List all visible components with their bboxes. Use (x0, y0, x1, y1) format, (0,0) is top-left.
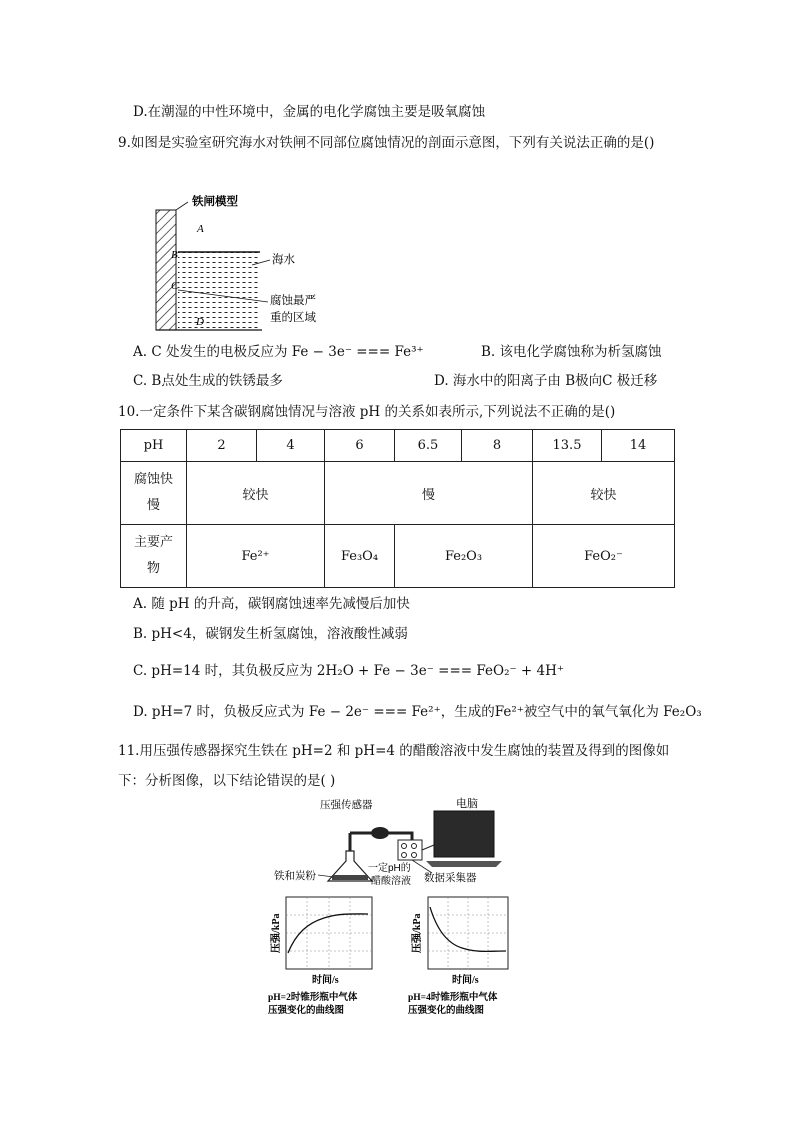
product-header-line-2: 物 (146, 561, 160, 576)
computer-label: 电脑 (456, 798, 478, 810)
seawater-region (178, 252, 260, 330)
right-caption-1: pH=4时锥形瓶中气体 (408, 993, 498, 1003)
q9-option-c: C. B点处生成的铁锈最多 (133, 373, 283, 389)
speed-cell: 慢 (325, 462, 533, 525)
computer-monitor (434, 811, 494, 857)
speed-cell: 较快 (187, 462, 325, 525)
q10-option-a: A. 随 pH 的升高，碳钢腐蚀速率先减慢后加快 (133, 596, 410, 612)
q9-stem: 9.如图是实验室研究海水对铁闸不同部位腐蚀情况的剖面示意图，下列有关说法正确的是() (118, 135, 655, 151)
product-cell: Fe²⁺ (187, 525, 325, 588)
left-xlabel: 时间/s (312, 975, 339, 986)
left-caption-1: pH=2时锥形瓶中气体 (268, 993, 358, 1003)
left-ylabel: 压强/kPa (271, 913, 282, 953)
q11-stem-line-2: 下：分析图像，以下结论错误的是( ) (118, 773, 336, 789)
speed-header-line-2: 慢 (146, 498, 160, 513)
q11-apparatus-figure (262, 795, 532, 1025)
q10-option-d: D. pH=7 时，负极反应式为 Fe − 2e⁻ === Fe²⁺，生成的Fe²⁺被空气中的氧气氧化为 Fe₂O₃ (133, 704, 702, 720)
point-d: D (196, 316, 204, 328)
point-c: C (171, 280, 179, 292)
gate-model (156, 210, 176, 330)
ph-header: pH (121, 430, 187, 462)
zone-label-2: 重的区域 (270, 312, 316, 324)
product-cell: Fe₂O₃ (395, 525, 533, 588)
q9-option-b: B. 该电化学腐蚀称为析氢腐蚀 (481, 344, 662, 360)
seawater-label: 海水 (272, 254, 295, 266)
q10-stem: 10.一定条件下某含碳钢腐蚀情况与溶液 pH 的关系如表所示,下列说法不正确的是() (118, 404, 616, 420)
ph-cell: 6 (325, 430, 395, 462)
point-a: A (197, 223, 204, 235)
q9-option-a: A. C 处发生的电极反应为 Fe − 3e⁻ === Fe³⁺ (133, 344, 424, 360)
model-label: 铁闸模型 (192, 196, 238, 208)
point-b: B (171, 249, 178, 261)
q10-corrosion-table (120, 429, 675, 588)
right-caption-2: 压强变化的曲线图 (408, 1006, 485, 1016)
ph-cell: 14 (602, 430, 675, 462)
q10-option-b: B. pH<4，碳钢发生析氢腐蚀，溶液酸性减弱 (133, 626, 408, 642)
ph-cell: 13.5 (533, 430, 602, 462)
q10-option-c: C. pH=14 时，其负极反应为 2H₂O + Fe − 3e⁻ === FeO₂⁻ + 4H⁺ (133, 663, 564, 679)
zone-label-1: 腐蚀最严 (270, 295, 316, 307)
sensor-label: 压强传感器 (320, 799, 373, 811)
product-cell: FeO₂⁻ (533, 525, 675, 588)
q11-stem-line-1: 11.用压强传感器探究生铁在 pH=2 和 pH=4 的醋酸溶液中发生腐蚀的装置及得到的图像如 (118, 743, 670, 759)
q9-figure-iron-gate (140, 190, 400, 350)
ph-cell: 4 (257, 430, 325, 462)
ph-cell: 2 (187, 430, 257, 462)
product-header-line-1: 主要产 (133, 535, 173, 550)
right-ylabel: 压强/kPa (412, 913, 423, 953)
speed-header (121, 462, 187, 525)
ph-cell: 8 (462, 430, 533, 462)
solution-label-1: 一定pH的 (368, 863, 411, 874)
right-xlabel: 时间/s (452, 975, 479, 986)
collector-label: 数据采集器 (424, 872, 477, 884)
solution-label-2: 醋酸溶液 (371, 876, 411, 887)
ph-cell: 6.5 (395, 430, 462, 462)
q9-option-d: D. 海水中的阳离子由 B极向C 极迁移 (434, 373, 658, 389)
data-collector (398, 840, 422, 860)
iron-label: 铁和炭粉 (274, 870, 316, 882)
product-header (121, 525, 187, 588)
product-cell: Fe₃O₄ (325, 525, 395, 588)
left-caption-2: 压强变化的曲线图 (268, 1006, 345, 1016)
speed-header-line-1: 腐蚀快 (133, 472, 173, 487)
speed-cell: 较快 (533, 462, 675, 525)
q8-option-d: D.在潮湿的中性环境中，金属的电化学腐蚀主要是吸氧腐蚀 (133, 104, 486, 120)
